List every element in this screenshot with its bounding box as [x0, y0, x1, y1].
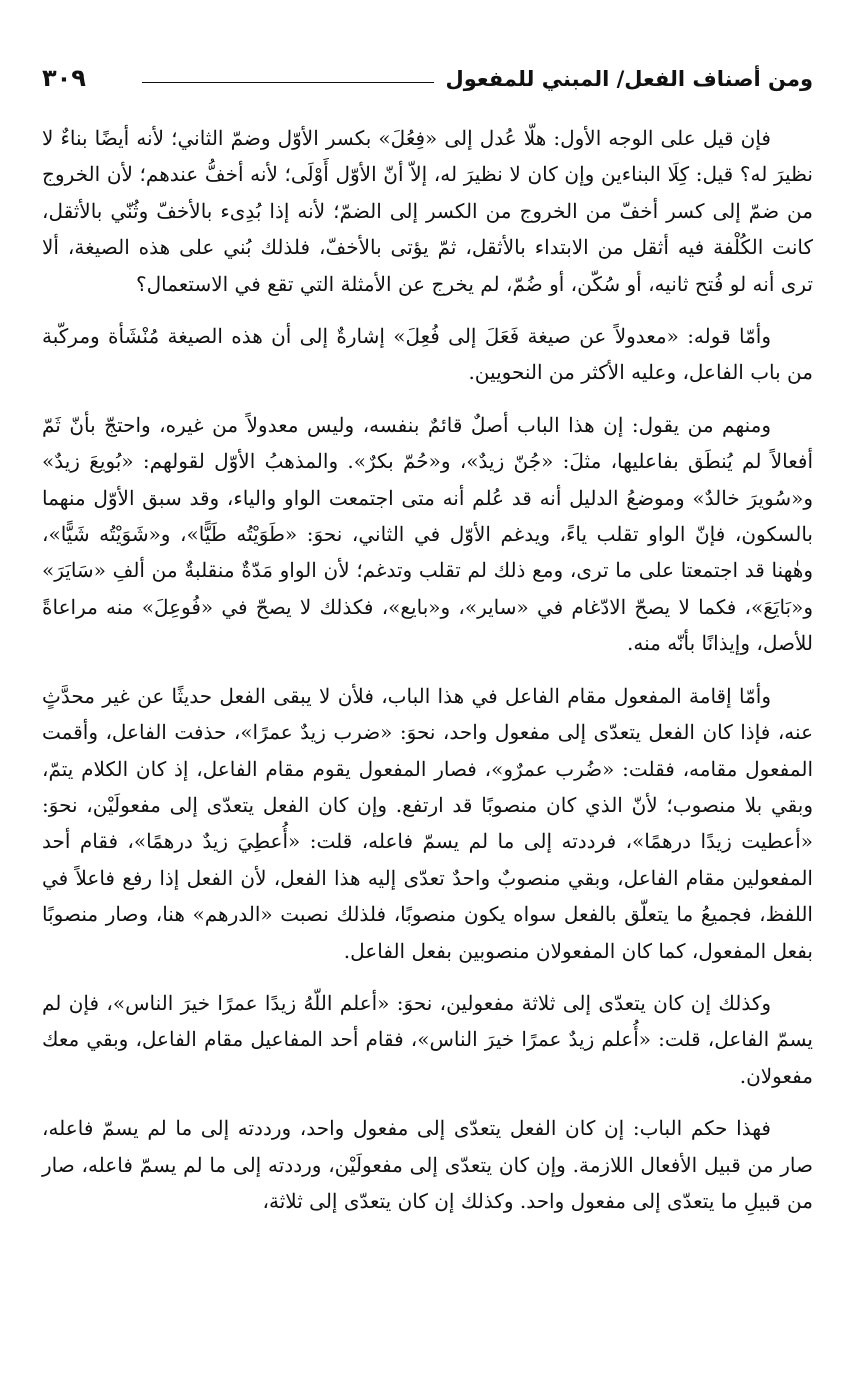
- paragraph-2: وأمّا قوله: «معدولاً عن صيغة فَعَلَ إلى فُعِلَ» إشارةٌ إلى أن هذه الصيغة مُنْشَأة ومركّبة من باب الفاعل، وعليه الأكثر من النحويين.: [42, 324, 813, 385]
- page-number: ٣٠٩: [42, 66, 96, 90]
- paragraph-5: وكذلك إن كان يتعدّى إلى ثلاثة مفعولين، نحوَ: «أعلم اللّهُ زيدًا عمرًا خيرَ الناس»، فإن لم يسمّ الفاعل، قلت: «أُعلم زيدٌ عمرًا خيرَ الناس»، فقام أحد المفاعيل مقام الفاعل، وبقي معك مفعولان.: [42, 990, 813, 1088]
- paragraph-6: فهذا حكم الباب: إن كان الفعل يتعدّى إلى مفعول واحد، ورددته إلى ما لم يسمّ فاعله، صار من قبيل الأفعال اللازمة. وإن كان يتعدّى إلى مفعولَيْن، ورددته إلى ما لم يسمّ فاعله، صار من قبيلِ ما يتعدّى إلى مفعول واحد. وكذلك إن كان يتعدّى إلى ثلاثة،: [42, 1116, 813, 1213]
- paragraph-1: فإن قيل على الوجه الأول: هلّا عُدل إلى «فِعُلَ» بكسر الأوّل وضمّ الثاني؛ لأنه أيضًا بناءٌ لا نظيرَ له؟ قيل: كِلَا البناءين وإن كان لا نظيرَ له، إلاّ أنّ الأوّل أَوْلَى؛ لأنه أخفُّ عندهم؛ لأن الخروج من ضمّ إلى كسر أخفّ من الخروج من الكسر إلى الضمّ؛ لأنه إذا بُدِىء بالأخفّ وثُنّي بالأثقل، كانت الكُلْفة فيه أثقل من الابتداء بالأثقل، ثمّ يؤتى بالأخفّ، فلذلك بُني على هذه الصيغة، ألا ترى أنه لو فُتح ثانيه، أو سُكّن، أو ضُمّ، لم يخرج عن الأمثلة التي تقع في الاستعمال؟: [42, 126, 814, 296]
- page-body: [42, 120, 813, 1219]
- paragraph-4: وأمّا إقامة المفعول مقام الفاعل في هذا الباب، فلأن لا يبقى الفعل حديثًا عن غير محدَّثٍ عنه، فإذا كان الفعل يتعدّى إلى مفعول واحد، نحوَ: «ضرب زيدٌ عمرًا»، حذفت الفاعل، وأقمت المفعول مقامه، فقلت: «ضُرب عمرٌو»، فصار المفعول يقوم مقام الفاعل، إذ كان الكلام يتمّ، وبقي بلا منصوب؛ لأنّ الذي كان منصوبًا قد ارتفع. وإن كان الفعل يتعدّى إلى مفعولَيْن، نحوَ: «أعطيت زيدًا درهمًا»، فرددته إلى ما لم يسمّ فاعله، قلت: «أُعطِيَ زيدٌ درهمًا»، فقام أحد المفعولين مقام الفاعل، وبقي منصوبٌ واحدٌ تعدّى إليه هذا الفعل، لأن الفعل إذا رفع فاعلاً في اللفظ، فجميعُ ما يتعلّق بالفعل سواه يكون منصوبًا، فلذلك نصبت «الدرهم» هنا، وصار منصوبًا بفعل المفعول، كما كان المفعولان منصوبين بفعل الفاعل.: [42, 683, 813, 963]
- chapter-title: ومن أصناف الفعل/ المبني للمفعول: [434, 69, 813, 90]
- running-header: [42, 56, 813, 90]
- paragraph-3: ومنهم من يقول: إن هذا الباب أصلٌ قائمٌ بنفسه، وليس معدولاً من غيره، واحتجّ بأنّ ثَمّ أفعالاً لم يُنطَق بفاعليها، مثلَ: «جُنّ زيدٌ»، و«حُمّ بكرٌ». والمذهبُ الأوّل لقولهم: «بُويعَ زيدٌ» و«سُويرَ خالدٌ» وموضعُ الدليل أنه قد عُلم أنه متى اجتمعت الواو والياء، وقد سبق الأوّل منهما بالسكون، فإنّ الواو تقلب ياءً، ويدغم الأوّل في الثاني، نحوَ: «طَوَيْتُه طَيًّا»، و«شَوَيْتُه شَيًّا»، وهٰهنا قد اجتمعتا على ما ترى، ومع ذلك لم تقلب وتدغم؛ لأن الواو مَدّةٌ منقلبةٌ من ألفِ «سَايَرَ» و«بَايَعَ»، فكما لا يصحّ الادّغام في «ساير»، و«بايع»، فكذلك لا يصحّ في «فُوعِلَ» منه مراعاةً للأصل، وإيذانًا بأنّه منه.: [42, 412, 813, 656]
